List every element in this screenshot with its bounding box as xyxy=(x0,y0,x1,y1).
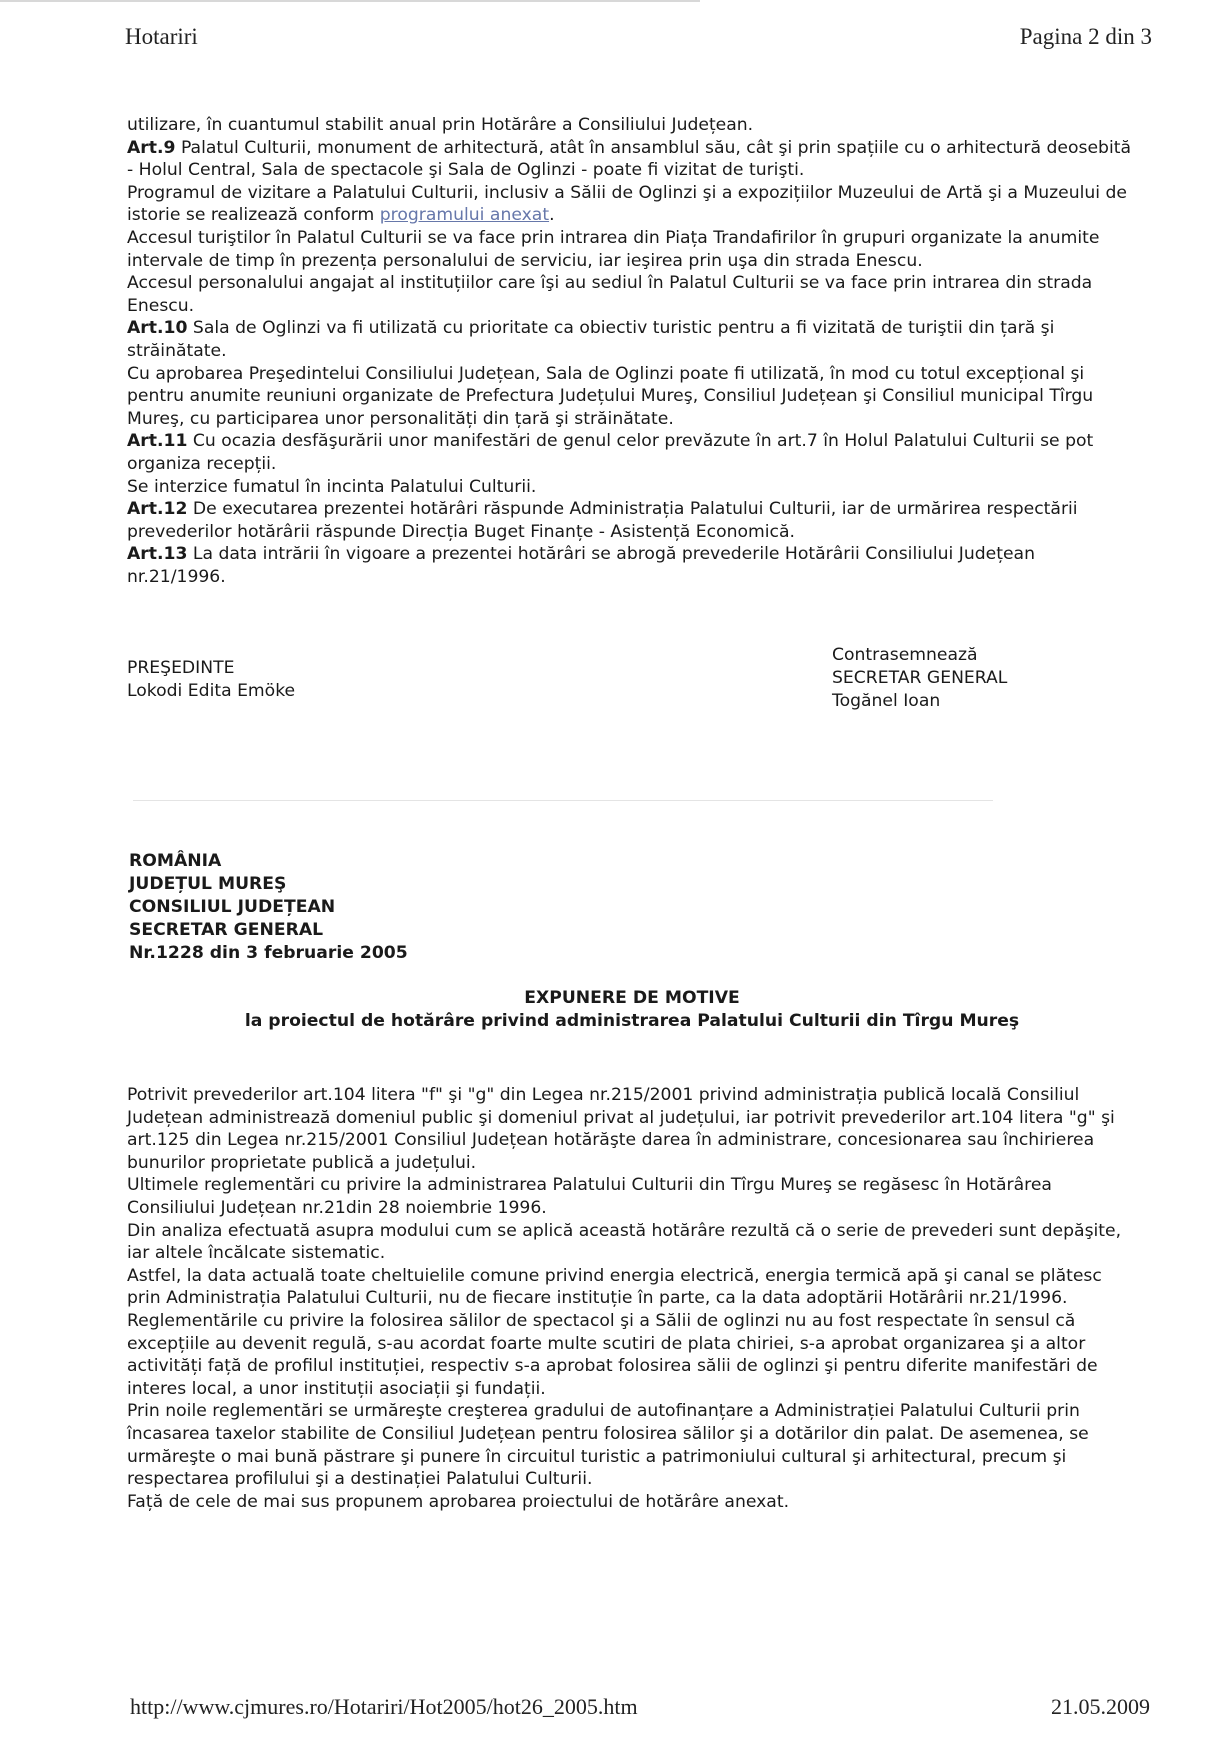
document-number: Nr.1228 din 3 februarie 2005 xyxy=(129,943,408,963)
paragraph: Cu aprobarea Preşedintelui Consiliului Județean, Sala de Oglinzi poate fi utilizată, în mod cu totul excepțional şi pentru anumite reuniuni organizate de Prefectura Județului Mureş, Consiliul Județean şi Consiliul municipal Tîrgu Mureş, cu participarea unor personalități din țară şi străinătate. xyxy=(127,363,1094,429)
president-role: PREŞEDINTE xyxy=(127,658,235,678)
countersign-label: Contrasemnează xyxy=(832,645,978,665)
header-page-number: Pagina 2 din 3 xyxy=(1019,24,1152,49)
paragraph: Față de cele de mai sus propunem aprobarea proiectului de hotărâre anexat. xyxy=(127,1491,790,1512)
paragraph: Astfel, la data actuală toate cheltuielile comune privind energia electrică, energia termică apă şi canal se plătesc prin Administrația Palatului Culturii, nu de fiecare instituție în parte, ca la data adoptării Hotărârii nr.21/1996. xyxy=(127,1265,1102,1309)
section-divider xyxy=(133,800,993,801)
footer-date: 21.05.2009 xyxy=(1051,1694,1150,1719)
article-label: Art.10 xyxy=(127,318,188,339)
paragraph: utilizare, în cuantumul stabilit anual prin Hotărâre a Consiliului Județean. xyxy=(127,115,754,135)
footer-url: http://www.cjmures.ro/Hotariri/Hot2005/hot26_2005.htm xyxy=(130,1694,638,1719)
institution-country: ROMÂNIA xyxy=(129,851,222,871)
secretary-name: Togănel Ioan xyxy=(832,691,941,711)
article-11 xyxy=(127,430,1137,475)
article-text: La data intrării în vigoare a prezentei hotărâri se abrogă prevederile Hotărârii Consiliului Județean nr.21/1996. xyxy=(127,544,1035,587)
paragraph: Prin noile reglementări se urmăreşte creşterea gradului de autofinanțare a Administrației Palatului Culturii prin încasarea taxelor stabilite de Consiliul Județean pentru folosirea sălilor şi a dotărilor din palat. De asemenea, se urmăreşte o mai bună păstrare şi punere în circuitul turistic a patrimoniului cultural şi arhitectural, precum şi respectarea profilului şi a destinației Palatului Culturii. xyxy=(127,1401,1089,1490)
paragraph-text: Programul de vizitare a Palatului Culturii, inclusiv a Sălii de Oglinzi şi a expozițiilor Muzeului de Artă şi a Muzeului de istorie se realizează conform xyxy=(127,182,1128,226)
paragraph: Reglementările cu privire la folosirea sălilor de spectacol şi a Sălii de oglinzi nu au fost respectate în sensul că excepțiile au devenit regulă, s-au acordat foarte multe scutiri de plata chiriei, s-a aprobat organizarea şi a altor activități față de profilul instituției, respectiv s-a aprobat folosirea sălii de oglinzi şi pentru diferite manifestări de interes local, a unor instituții asociații şi fundații. xyxy=(127,1310,1098,1399)
paragraph xyxy=(127,182,1137,227)
institution-block xyxy=(129,850,408,965)
article-text: Palatul Culturii, monument de arhitectură, atât în ansamblul său, cât şi prin spațiile cu o arhitectură deosebită - Holul Central, Sala de spectacole şi Sala de Oglinzi - poate fi vizitat de turişti. xyxy=(127,137,1131,181)
article-label: Art.13 xyxy=(127,544,188,565)
paragraph: Accesul turiştilor în Palatul Culturii se va face prin intrarea din Piața Trandafirilor în grupuri organizate la anumite intervale de timp în prezența personalului de serviciu, iar ieşirea prin uşa din strada Enescu. xyxy=(127,227,1100,271)
header-title: Hotariri xyxy=(125,24,198,49)
institution-secretary: SECRETAR GENERAL xyxy=(129,920,324,940)
article-label: Art.11 xyxy=(127,431,188,452)
paragraph-end: . xyxy=(549,205,555,226)
articles-section xyxy=(127,114,1137,588)
paragraph: Accesul personalului angajat al instituțiilor care îşi au sediul în Palatul Culturii se va face prin intrarea din strada Enescu. xyxy=(127,273,1093,316)
secretary-role: SECRETAR GENERAL xyxy=(832,668,1008,688)
exposition-subtitle: la proiectul de hotărâre privind administrarea Palatului Culturii din Tîrgu Mureş xyxy=(244,1011,1020,1031)
article-label: Art.9 xyxy=(127,137,176,158)
president-name: Lokodi Edita Emöke xyxy=(127,681,296,701)
article-text: Cu ocazia desfăşurării unor manifestări de genul celor prevăzute în art.7 în Holul Palatului Culturii se pot organiza recepții. xyxy=(127,431,1094,474)
paragraph: Potrivit prevederilor art.104 litera "f" şi "g" din Legea nr.215/2001 privind administrația publică locală Consiliul Județean administrează domeniul public şi domeniul privat al județului, iar potrivit prevederilor art.104 litera "g" şi art.125 din Legea nr.215/2001 Consiliul Județean hotărăşte darea în administrare, concesionarea sau închirierea bunurilor proprietate publică a județului. xyxy=(127,1085,1115,1173)
exposition-body xyxy=(127,1084,1137,1513)
article-9 xyxy=(127,137,1137,182)
paragraph: Ultimele reglementări cu privire la administrarea Palatului Culturii din Tîrgu Mureş se regăsesc în Hotărârea Consiliului Județean nr.21din 28 noiembrie 1996. xyxy=(127,1175,1052,1218)
article-12 xyxy=(127,498,1137,543)
paragraph: Se interzice fumatul în incinta Palatului Culturii. xyxy=(127,476,537,497)
article-10 xyxy=(127,317,1137,362)
article-text: De executarea prezentei hotărâri răspunde Administrația Palatului Culturii, iar de urmărirea respectării prevederilor hotărârii răspunde Direcția Buget Finanțe - Asistență Economică. xyxy=(127,499,1078,542)
article-text: Sala de Oglinzi va fi utilizată cu prioritate ca obiectiv turistic pentru a fi vizitată de turiştii din țară şi străinătate. xyxy=(127,318,1055,361)
paragraph: Din analiza efectuată asupra modului cum se aplică această hotărâre rezultă că o serie de prevederi sunt depăşite, iar altele încălcate sistematic. xyxy=(127,1220,1122,1264)
article-13 xyxy=(127,543,1137,588)
exposition-title: EXPUNERE DE MOTIVE xyxy=(524,988,740,1008)
signature-secretary xyxy=(832,644,1007,713)
scan-top-edge xyxy=(0,0,700,2)
institution-county: JUDEȚUL MUREŞ xyxy=(129,874,287,894)
article-label: Art.12 xyxy=(127,499,188,520)
institution-council: CONSILIUL JUDEȚEAN xyxy=(129,897,336,917)
program-annex-link[interactable]: programului anexat xyxy=(379,205,550,226)
signature-president xyxy=(127,657,295,703)
